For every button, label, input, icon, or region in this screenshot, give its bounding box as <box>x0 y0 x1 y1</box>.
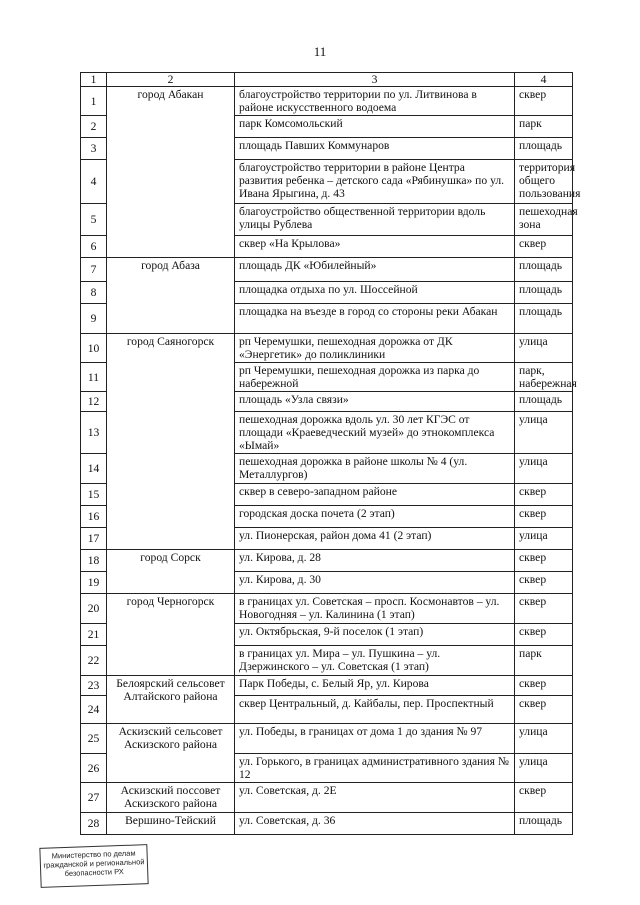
type-cell: площадь <box>515 392 573 412</box>
object-cell: благоустройство территории по ул. Литвинова в районе искусственного водоема <box>235 87 515 116</box>
object-cell: ул. Победы, в границах от дома 1 до здания № 97 <box>235 724 515 754</box>
row-number: 5 <box>81 204 107 236</box>
row-number: 15 <box>81 484 107 506</box>
stamp-line-1: Министерство по делам <box>51 848 136 861</box>
type-cell: сквер <box>515 676 573 696</box>
row-number: 25 <box>81 724 107 754</box>
stamp-line-3: безопасности РХ <box>64 866 124 879</box>
type-cell: сквер <box>515 87 573 116</box>
object-cell: пешеходная дорожка в районе школы № 4 (ул. Металлургов) <box>235 454 515 484</box>
object-cell: ул. Пионерская, район дома 41 (2 этап) <box>235 528 515 550</box>
type-cell: сквер <box>515 572 573 594</box>
table-row <box>81 813 573 835</box>
object-cell: в границах ул. Мира – ул. Пушкина – ул. Дзержинского – ул. Советская (1 этап) <box>235 646 515 676</box>
row-number: 18 <box>81 550 107 572</box>
object-cell: ул. Кирова, д. 30 <box>235 572 515 594</box>
row-number: 10 <box>81 334 107 363</box>
row-number: 27 <box>81 783 107 813</box>
type-cell: сквер <box>515 484 573 506</box>
row-number: 3 <box>81 138 107 160</box>
type-cell: парк <box>515 646 573 676</box>
object-cell: в границах ул. Советская – просп. Космонавтов – ул. Новогодняя – ул. Калинина (1 этап) <box>235 594 515 624</box>
row-number: 4 <box>81 160 107 204</box>
type-cell: улица <box>515 754 573 783</box>
type-cell: парк <box>515 116 573 138</box>
row-number: 24 <box>81 696 107 724</box>
table-row <box>81 783 573 813</box>
type-cell: улица <box>515 724 573 754</box>
row-number: 26 <box>81 754 107 783</box>
type-cell: площадь <box>515 304 573 334</box>
object-cell: городская доска почета (2 этап) <box>235 506 515 528</box>
object-cell: площадка отдыха по ул. Шоссейной <box>235 282 515 304</box>
table-row <box>81 258 573 282</box>
header-col-4: 4 <box>515 73 573 87</box>
type-cell: площадь <box>515 282 573 304</box>
object-cell: парк Комсомольский <box>235 116 515 138</box>
object-cell: Парк Победы, с. Белый Яр, ул. Кирова <box>235 676 515 696</box>
row-number: 14 <box>81 454 107 484</box>
type-cell: сквер <box>515 236 573 258</box>
type-cell: сквер <box>515 506 573 528</box>
municipality-cell: город Абаза <box>107 258 235 334</box>
type-cell: площадь <box>515 138 573 160</box>
object-cell: благоустройство общественной территории вдоль улицы Рублева <box>235 204 515 236</box>
header-col-3: 3 <box>235 73 515 87</box>
municipality-cell: город Саяногорск <box>107 334 235 550</box>
municipality-cell: город Абакан <box>107 87 235 258</box>
object-cell: ул. Кирова, д. 28 <box>235 550 515 572</box>
table-row <box>81 676 573 696</box>
row-number: 1 <box>81 87 107 116</box>
object-cell: ул. Октябрьская, 9-й поселок (1 этап) <box>235 624 515 646</box>
type-cell: сквер <box>515 783 573 813</box>
object-cell: площадь «Узла связи» <box>235 392 515 412</box>
page-number: 11 <box>313 44 327 59</box>
row-number: 13 <box>81 412 107 454</box>
municipality-cell: Белоярский сельсовет Алтайского района <box>107 676 235 724</box>
row-number: 21 <box>81 624 107 646</box>
type-cell: площадь <box>515 258 573 282</box>
row-number: 8 <box>81 282 107 304</box>
row-number: 2 <box>81 116 107 138</box>
type-cell: сквер <box>515 594 573 624</box>
row-number: 12 <box>81 392 107 412</box>
municipality-cell: город Черногорск <box>107 594 235 676</box>
municipality-cell: Аскизский поссовет Аскизского района <box>107 783 235 813</box>
stamp-line-2: гражданской и региональной <box>43 857 145 870</box>
row-number: 9 <box>81 304 107 334</box>
table-row <box>81 724 573 754</box>
row-number: 16 <box>81 506 107 528</box>
table-row <box>81 594 573 624</box>
type-cell: улица <box>515 334 573 363</box>
table-row <box>81 334 573 363</box>
type-cell: улица <box>515 454 573 484</box>
municipality-cell: Вершино-Тейский <box>107 813 235 835</box>
row-number: 28 <box>81 813 107 835</box>
type-cell: сквер <box>515 550 573 572</box>
municipality-cell: город Сорск <box>107 550 235 594</box>
header-row <box>81 73 573 87</box>
type-cell: территория общего пользования <box>515 160 573 204</box>
type-cell: пешеходная зона <box>515 204 573 236</box>
object-cell: ул. Советская, д. 2Е <box>235 783 515 813</box>
object-cell: площадь Павших Коммунаров <box>235 138 515 160</box>
row-number: 20 <box>81 594 107 624</box>
object-cell: рп Черемушки, пешеходная дорожка из парка до набережной <box>235 363 515 392</box>
row-number: 23 <box>81 676 107 696</box>
objects-table <box>80 72 581 835</box>
header-col-1: 1 <box>81 73 107 87</box>
type-cell: парк, набережная <box>515 363 573 392</box>
type-cell: сквер <box>515 624 573 646</box>
type-cell: улица <box>515 528 573 550</box>
row-number: 19 <box>81 572 107 594</box>
object-cell: площадка на въезде в город со стороны реки Абакан <box>235 304 515 334</box>
object-cell: сквер Центральный, д. Кайбалы, пер. Проспектный <box>235 696 515 724</box>
object-cell: ул. Советская, д. 36 <box>235 813 515 835</box>
row-number: 11 <box>81 363 107 392</box>
type-cell: площадь <box>515 813 573 835</box>
object-cell: ул. Горького, в границах административного здания № 12 <box>235 754 515 783</box>
row-number: 17 <box>81 528 107 550</box>
municipality-cell: Аскизский сельсовет Аскизского района <box>107 724 235 783</box>
object-cell: благоустройство территории в районе Центра развития ребенка – детского сада «Рябинушка» по ул. Ивана Ярыгина, д. 43 <box>235 160 515 204</box>
row-number: 7 <box>81 258 107 282</box>
object-cell: пешеходная дорожка вдоль ул. 30 лет КГЭС от площади «Краеведческий музей» до этнокомплекса «Ымай» <box>235 412 515 454</box>
row-number: 22 <box>81 646 107 676</box>
type-cell: сквер <box>515 696 573 724</box>
table-row <box>81 550 573 572</box>
header-col-2: 2 <box>107 73 235 87</box>
table-row <box>81 87 573 116</box>
object-cell: сквер в северо-западном районе <box>235 484 515 506</box>
object-cell: площадь ДК «Юбилейный» <box>235 258 515 282</box>
row-number: 6 <box>81 236 107 258</box>
type-cell: улица <box>515 412 573 454</box>
ministry-stamp <box>39 844 148 888</box>
object-cell: сквер «На Крылова» <box>235 236 515 258</box>
object-cell: рп Черемушки, пешеходная дорожка от ДК «Энергетик» до поликлиники <box>235 334 515 363</box>
